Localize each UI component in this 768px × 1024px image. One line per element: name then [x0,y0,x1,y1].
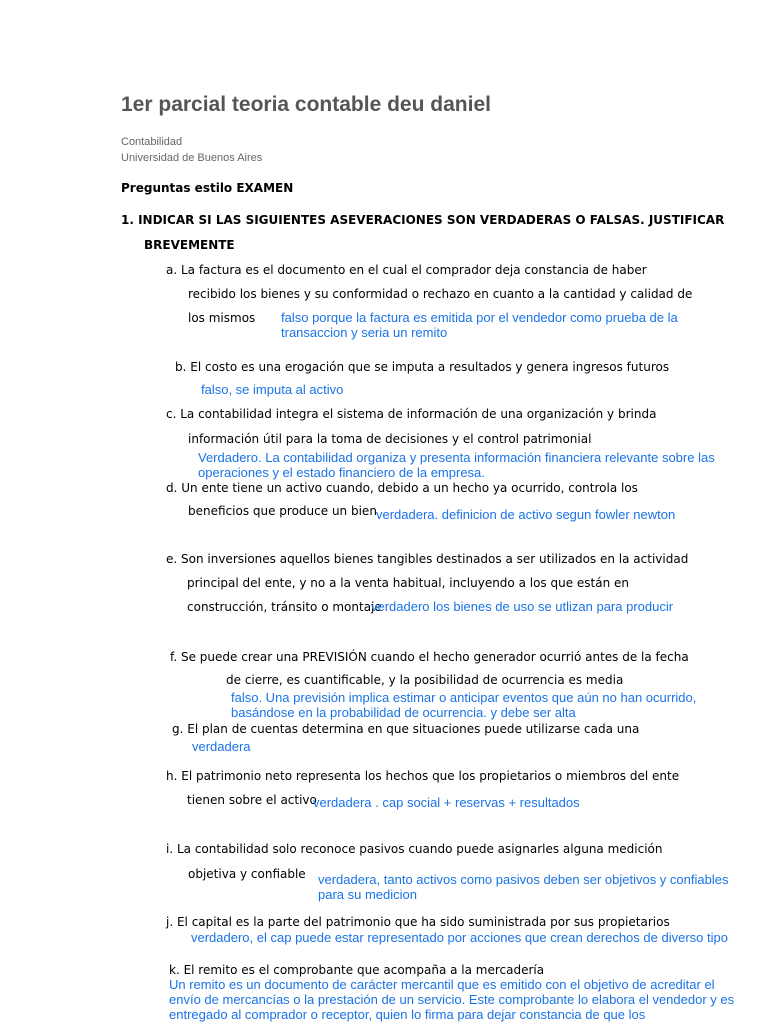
question-i-line2: objetiva y confiable [188,867,306,881]
question-f-line2: de cierre, es cuantificable, y la posibilidad de ocurrencia es media [226,673,624,687]
question-k-line1: k. El remito es el comprobante que acompaña a la mercadería [169,963,545,977]
answer-a: falso porque la factura es emitida por el vendedor como prueba de la transaccion y seria un remito [281,310,678,340]
answer-j: verdadero, el cap puede estar representado por acciones que crean derechos de diverso tipo [191,930,728,945]
question-c-line1: c. La contabilidad integra el sistema de información de una organización y brinda [166,407,657,421]
document-title: 1er parcial teoria contable deu daniel [121,93,491,116]
answer-d: verdadera. definicion de activo segun fowler newton [376,507,676,522]
answer-f: falso. Una previsión implica estimar o anticipar eventos que aún no han ocurrido, basándose en la probabilidad de ocurrencia. y debe ser alta [231,690,697,720]
question-b-line1: b. El costo es una erogación que se imputa a resultados y genera ingresos futuros [175,360,670,374]
question-d-line2: beneficios que produce un bien [188,504,377,518]
question-i-line1: i. La contabilidad solo reconoce pasivos cuando puede asignarles alguna medición [166,842,663,856]
question-e-line3: construcción, tránsito o montaje [187,600,382,614]
question-e-line2: principal del ente, y no a la venta habitual, incluyendo a los que están en [187,576,630,590]
answer-b: falso, se imputa al activo [201,382,344,397]
subject-label[interactable]: Contabilidad [121,136,183,148]
question-a-line3: los mismos [188,311,256,325]
answer-i: verdadera, tanto activos como pasivos deben ser objetivos y confiables para su medicion [318,872,729,902]
question-f-line1: f. Se puede crear una PREVISIÓN cuando el hecho generador ocurrió antes de la fecha [170,650,689,664]
question-j-line1: j. El capital es la parte del patrimonio que ha sido suministrada por sus propietarios [166,915,670,929]
question-heading-line1: 1. INDICAR SI LAS SIGUIENTES ASEVERACIONES SON VERDADERAS O FALSAS. JUSTIFICAR [121,213,725,227]
question-g-line1: g. El plan de cuentas determina en que situaciones puede utilizarse cada una [172,722,640,736]
section-heading: Preguntas estilo EXAMEN [121,181,294,195]
question-heading-line2: BREVEMENTE [144,238,235,252]
university-label[interactable]: Universidad de Buenos Aires [121,152,263,164]
question-e-line1: e. Son inversiones aquellos bienes tangibles destinados a ser utilizados en la actividad [166,552,689,566]
answer-h: verdadera . cap social + reservas + resultados [313,795,580,810]
question-d-line1: d. Un ente tiene un activo cuando, debido a un hecho ya ocurrido, controla los [166,481,638,495]
answer-k: Un remito es un documento de carácter mercantil que es emitido con el objetivo de acreditar el envío de mercancías o la prestación de un servicio. Este comprobante lo elabora el vendedor y es entregado al comprador o receptor, quien lo firma para dejar constancia de que los [169,977,735,1022]
question-h-line1: h. El patrimonio neto representa los hechos que los propietarios o miembros del ente [166,769,680,783]
question-h-line2: tienen sobre el activo [187,793,317,807]
question-c-line2: información útil para la toma de decisiones y el control patrimonial [188,432,592,446]
question-a-line2: recibido los bienes y su conformidad o rechazo en cuanto a la cantidad y calidad de [188,287,693,301]
answer-c: Verdadero. La contabilidad organiza y presenta información financiera relevante sobre las operaciones y el estado financiero de la empresa. [198,450,715,480]
answer-g: verdadera [192,739,251,754]
answer-e: verdadero los bienes de uso se utlizan para producir [371,599,674,614]
question-a-line1: a. La factura es el documento en el cual el comprador deja constancia de haber [166,263,647,277]
